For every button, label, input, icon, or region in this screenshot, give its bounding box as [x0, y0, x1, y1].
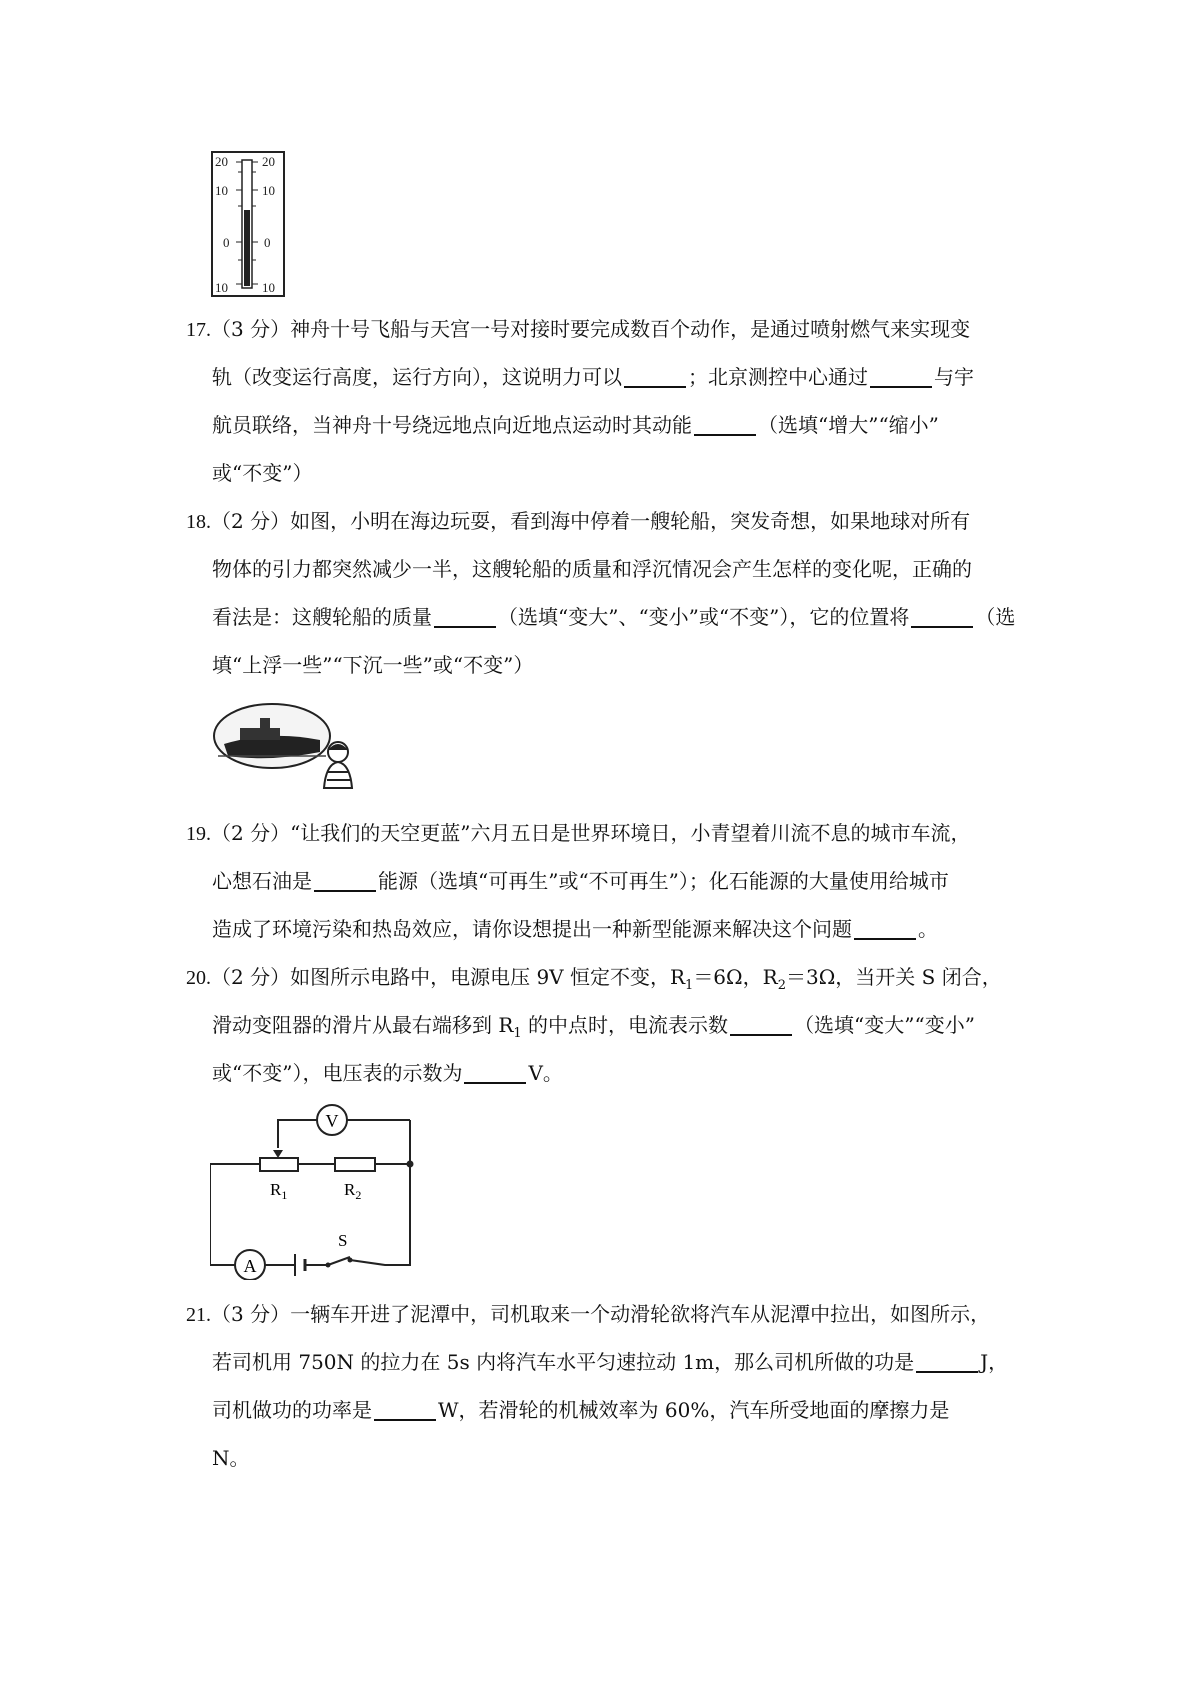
question-19	[186, 809, 1046, 953]
question-text: 看法是：这艘轮船的质量	[212, 605, 432, 629]
question-number: 19.	[186, 823, 211, 845]
question-text: 心想石油是	[212, 869, 312, 893]
question-number: 21.	[186, 1304, 211, 1326]
thermo-right-label: 10	[262, 280, 275, 295]
question-text: （2 分）如图，小明在海边玩耍，看到海中停着一艘轮船，突发奇想，如果地球对所有	[211, 509, 971, 533]
question-text: W，若滑轮的机械效率为 60%，汽车所受地面的摩擦力是	[438, 1398, 950, 1422]
thermo-right-label: 0	[264, 235, 271, 250]
question-17	[186, 305, 1046, 497]
question-text: 司机做功的功率是	[212, 1398, 372, 1422]
question-text: （选填“变大”、“变小”或“不变”），它的位置将	[498, 605, 910, 629]
question-text: 或“不变”）	[212, 461, 313, 485]
question-text: （选填“变大”“变小”	[794, 1013, 975, 1037]
answer-blank[interactable]	[916, 1349, 978, 1373]
question-text: （选	[975, 605, 1016, 629]
question-number: 20.	[186, 967, 211, 989]
question-text: 填“上浮一些”“下沉一些”或“不变”）	[212, 653, 534, 677]
thermo-right-label: 10	[262, 183, 275, 198]
subscript: 2	[777, 978, 786, 993]
question-text: 与宇	[934, 365, 974, 389]
thermo-left-label: 10	[215, 183, 228, 198]
thermo-left-label: 10	[215, 280, 228, 295]
ship-figure	[210, 700, 365, 790]
question-text: （3 分）一辆车开进了泥潭中，司机取来一个动滑轮欲将汽车从泥潭中拉出，如图所示，	[211, 1302, 991, 1326]
answer-blank[interactable]	[314, 868, 376, 892]
question-text: 物体的引力都突然减少一半，这艘轮船的质量和浮沉情况会产生怎样的变化呢，正确的	[212, 557, 972, 581]
question-text: ＝6Ω，R	[693, 965, 778, 989]
question-number: 18.	[186, 511, 211, 533]
question-text: 。	[918, 917, 938, 941]
ammeter-label: A	[243, 1256, 257, 1276]
question-text: （3 分）神舟十号飞船与天宫一号对接时要完成数百个动作，是通过喷射燃气来实现变	[211, 317, 971, 341]
question-text: 滑动变阻器的滑片从最右端移到 R	[212, 1013, 514, 1037]
voltmeter-label: V	[325, 1111, 339, 1131]
question-text: 轨（改变运行高度，运行方向），这说明力可以	[212, 365, 622, 389]
r1-label: $R_1$	[270, 1180, 288, 1202]
question-text: （选填“增大”“缩小”	[758, 413, 939, 437]
question-text: 造成了环境污染和热岛效应，请你设想提出一种新型能源来解决这个问题	[212, 917, 852, 941]
question-18	[186, 497, 1046, 689]
question-text: 或“不变”），电压表的示数为	[212, 1061, 463, 1085]
question-text: J，	[980, 1350, 1009, 1374]
thermo-left-label: 20	[215, 154, 228, 169]
question-20	[186, 953, 1046, 1097]
question-text: （2 分）“让我们的天空更蓝”六月五日是世界环境日，小青望着川流不息的城市车流，	[211, 821, 971, 845]
subscript: 1	[685, 978, 694, 993]
question-text: V。	[528, 1061, 563, 1085]
thermometer-figure	[210, 150, 286, 298]
question-text: （2 分）如图所示电路中，电源电压 9V 恒定不变，R	[211, 965, 686, 989]
question-text: ；北京测控中心通过	[688, 365, 868, 389]
answer-blank[interactable]	[870, 364, 932, 388]
answer-blank[interactable]	[624, 364, 686, 388]
question-text: 若司机用 750N 的拉力在 5s 内将汽车水平匀速拉动 1m，那么司机所做的功是	[212, 1350, 915, 1374]
question-text: 能源（选填“可再生”或“不可再生”）；化石能源的大量使用给城市	[378, 869, 949, 893]
r2-label: $R_2$	[344, 1180, 362, 1202]
question-text: N。	[212, 1446, 250, 1470]
thermo-left-label: 0	[223, 235, 230, 250]
question-text: 的中点时，电流表示数	[521, 1013, 729, 1037]
subscript: 1	[513, 1026, 522, 1041]
question-text: ＝3Ω，当开关 S 闭合，	[785, 965, 1002, 989]
switch-label: S	[338, 1231, 348, 1250]
answer-blank[interactable]	[911, 604, 973, 628]
question-text: 航员联络，当神舟十号绕远地点向近地点运动时其动能	[212, 413, 692, 437]
answer-blank[interactable]	[374, 1397, 436, 1421]
answer-blank[interactable]	[694, 412, 756, 436]
answer-blank[interactable]	[434, 604, 496, 628]
thermo-right-label: 20	[262, 154, 275, 169]
answer-blank[interactable]	[730, 1012, 792, 1036]
circuit-diagram	[210, 1100, 425, 1280]
question-21	[186, 1290, 1046, 1482]
answer-blank[interactable]	[464, 1060, 526, 1084]
question-number: 17.	[186, 319, 211, 341]
answer-blank[interactable]	[854, 916, 916, 940]
